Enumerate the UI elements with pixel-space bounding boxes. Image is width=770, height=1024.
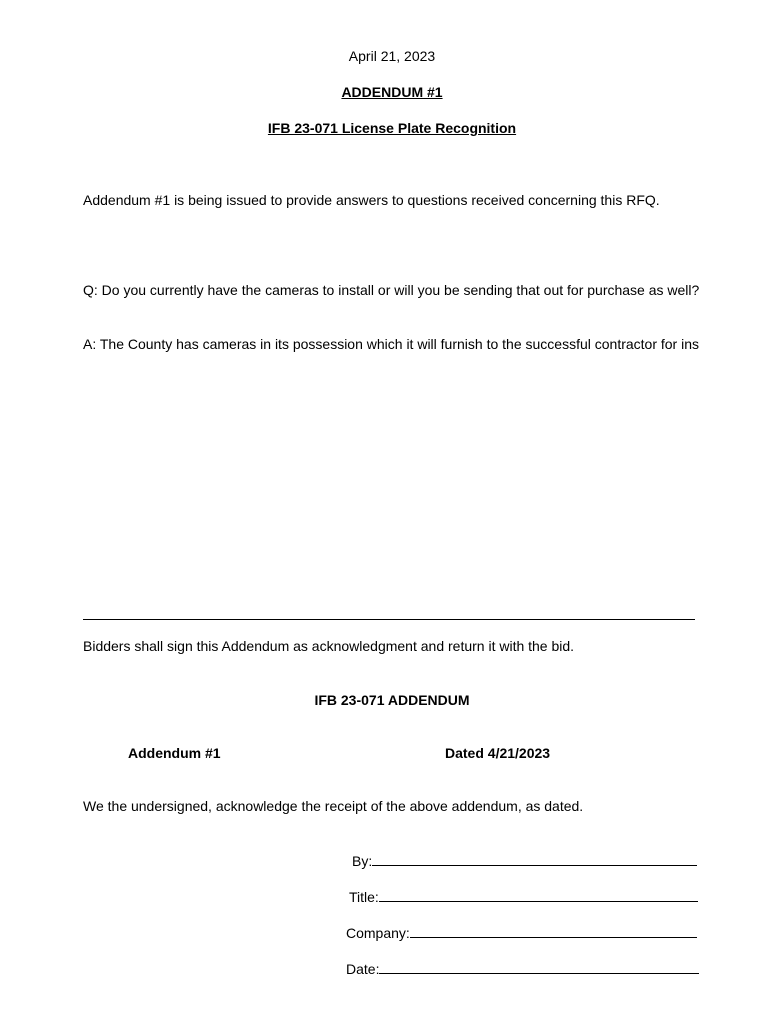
- signature-by-field[interactable]: [372, 852, 697, 866]
- intro-paragraph: Addendum #1 is being issued to provide answers to questions received concerning this RFQ.: [83, 192, 660, 208]
- signature-date-row: [346, 960, 699, 977]
- document-title: IFB 23-071 License Plate Recognition: [267, 120, 517, 136]
- signature-title-row: [349, 888, 698, 905]
- addendum-number-label: Addendum #1: [128, 745, 221, 761]
- question-text: Q: Do you currently have the cameras to install or will you be sending that out for purchase as well?: [83, 282, 700, 298]
- addendum-heading: ADDENDUM #1: [341, 84, 443, 100]
- signature-title-field[interactable]: [379, 888, 698, 902]
- signature-company-field[interactable]: [410, 924, 697, 938]
- signature-company-label: Company:: [346, 925, 410, 941]
- dated-label: Dated 4/21/2023: [445, 745, 551, 761]
- document-date: April 21, 2023: [348, 48, 436, 64]
- signature-title-label: Title:: [349, 889, 379, 905]
- signature-by-row: [352, 852, 697, 869]
- divider-line: [83, 619, 695, 620]
- signature-company-row: [346, 924, 697, 941]
- signature-by-label: By:: [352, 853, 373, 869]
- answer-text: A: The County has cameras in its possession which it will furnish to the successful contractor for ins: [83, 336, 700, 352]
- signature-date-label: Date:: [346, 961, 380, 977]
- ack-heading: IFB 23-071 ADDENDUM: [314, 692, 470, 708]
- signature-date-field[interactable]: [379, 960, 699, 974]
- receipt-statement: We the undersigned, acknowledge the receipt of the above addendum, as dated.: [83, 798, 584, 814]
- acknowledgment-instruction: Bidders shall sign this Addendum as acknowledgment and return it with the bid.: [83, 638, 575, 654]
